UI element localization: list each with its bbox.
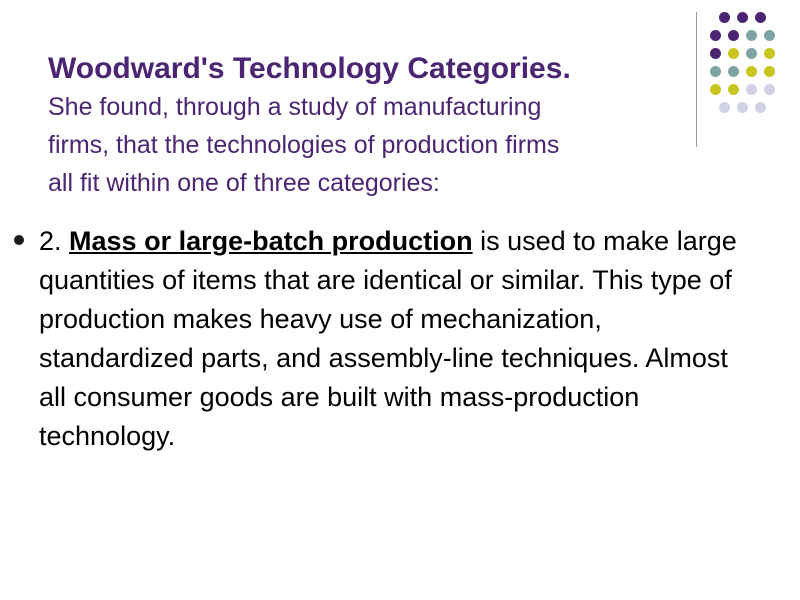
dot-yellow [710,84,721,95]
dot-lavender [737,102,748,113]
dot-lavender [764,84,775,95]
subtitle-line-3: all fit within one of three categories: [48,169,440,197]
dot-teal [746,48,757,59]
subtitle-line-1: She found, through a study of manufacturing [48,93,542,121]
bullet-dot-icon [14,235,24,245]
dot-yellow [746,66,757,77]
dot-purple [755,12,766,23]
slide-header [48,50,688,202]
slide-title: Woodward's Technology Categories [48,52,563,85]
dot-yellow [764,48,775,59]
dot-lavender [746,84,757,95]
dot-lavender [755,102,766,113]
dot-purple [710,30,721,41]
dot-teal [746,30,757,41]
dot-lavender [719,102,730,113]
dot-purple [737,12,748,23]
title-period: . [562,52,571,85]
decorative-dot-grid [710,12,790,132]
bullet-body: is used to make large quantities of items that are identical or similar. This type of production makes heavy use of mechanization, standardized parts, and assembly-line techniques. Almost all consumer goods are built with mass-production technology. [39,226,737,451]
bullet-text [39,222,759,456]
dot-yellow [728,48,739,59]
dot-purple [728,30,739,41]
dot-teal [764,30,775,41]
dot-teal [710,66,721,77]
slide-title-line [48,50,688,88]
dot-purple [719,12,730,23]
header-divider [696,12,697,147]
dot-teal [728,66,739,77]
bullet-term: Mass or large-batch production [69,226,473,256]
dot-yellow [764,66,775,77]
dot-purple [710,48,721,59]
dot-yellow [728,84,739,95]
subtitle-line-2: firms, that the technologies of production firms [48,131,560,159]
bullet-prefix: 2. [39,226,70,256]
